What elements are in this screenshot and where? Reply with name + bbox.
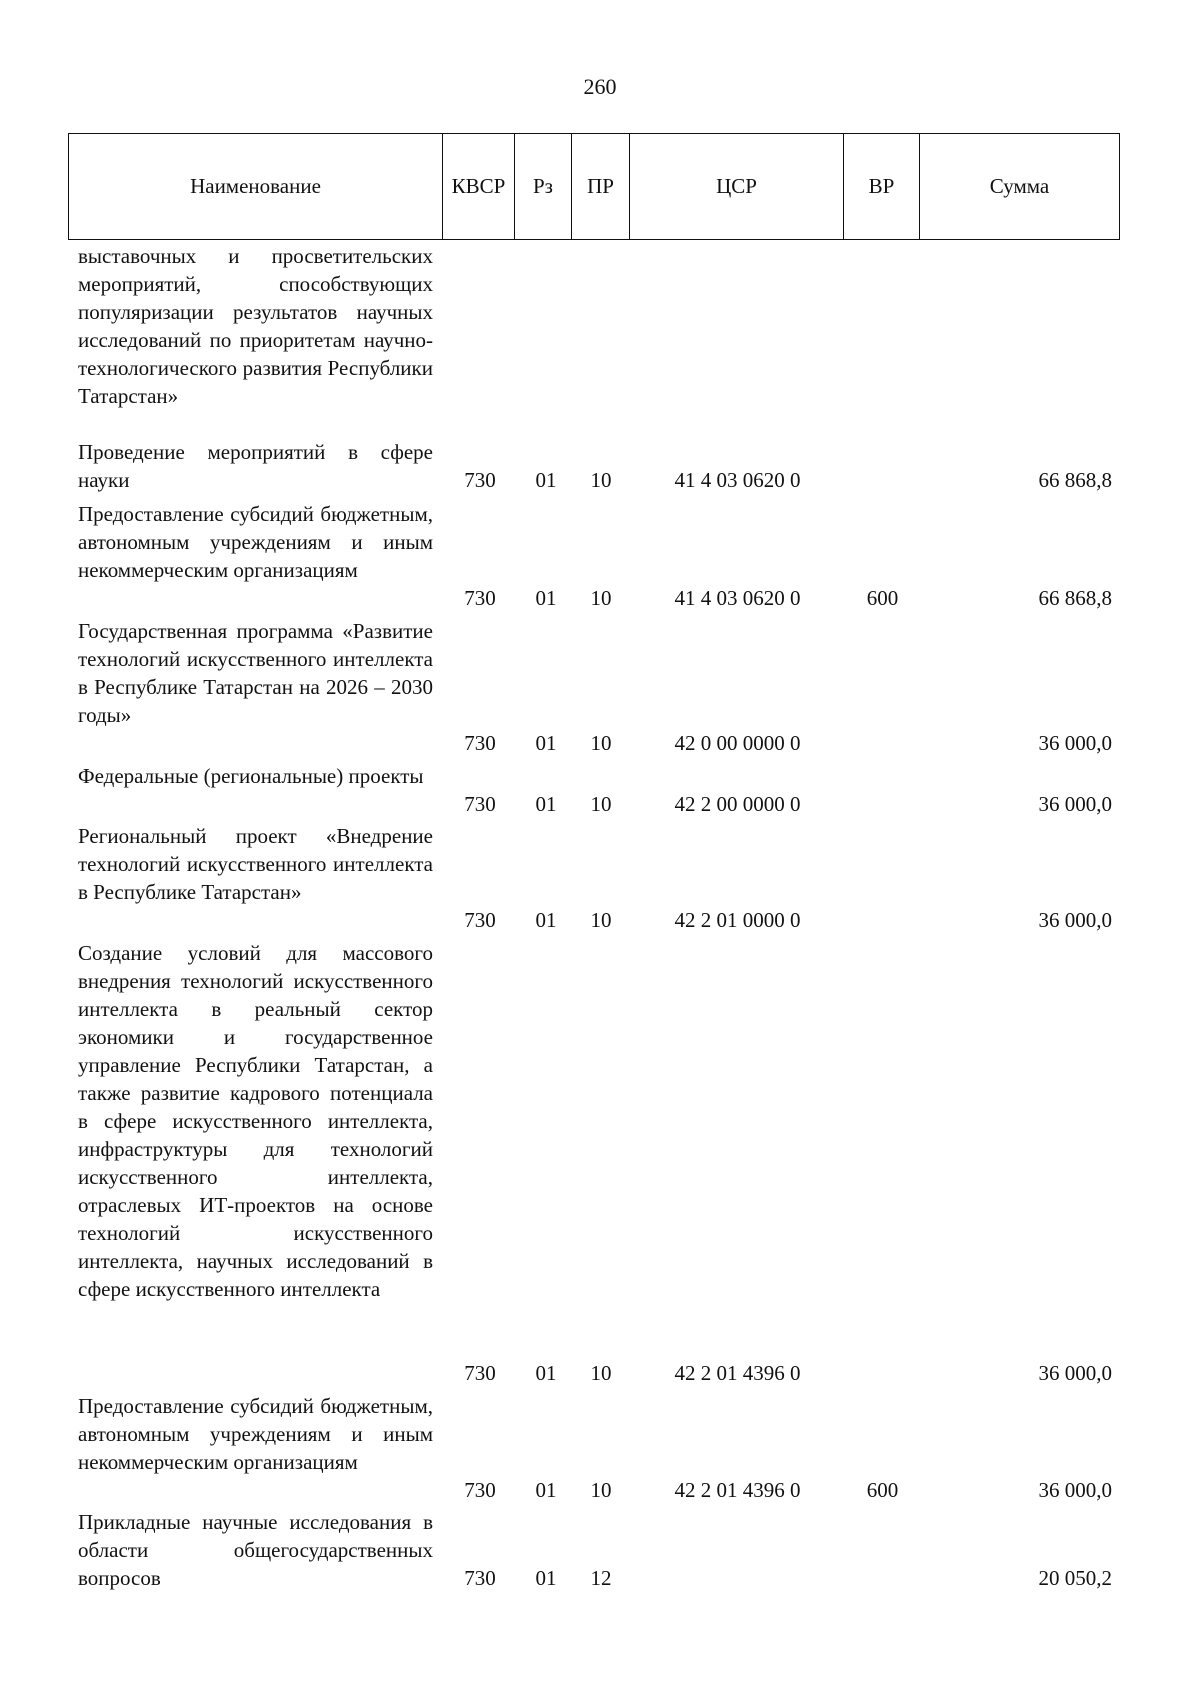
row-pr: 10: [590, 731, 612, 755]
row-sum: 36 000,0: [1038, 1478, 1112, 1502]
row-kvsr: 730: [464, 1566, 496, 1590]
row-rz: 01: [535, 908, 557, 932]
header-kvsr: КВСР: [443, 134, 515, 239]
row-name: Региональный проект «Внедрение технологий искусственного интеллекта в Республике Татарстан»: [78, 824, 433, 904]
row-vr: 600: [866, 1478, 899, 1502]
header-csr: ЦСР: [630, 134, 844, 239]
row-pr: 10: [590, 1478, 612, 1502]
row-kvsr: 730: [464, 468, 496, 492]
table-row: [0, 617, 1200, 757]
table-row: [0, 438, 1200, 494]
row-pr: 12: [590, 1566, 612, 1590]
row-rz: 01: [535, 586, 557, 610]
row-sum: 36 000,0: [1038, 792, 1112, 816]
row-rz: 01: [535, 1566, 557, 1590]
table-row: [0, 762, 1200, 818]
row-rz: 01: [535, 731, 557, 755]
row-name: Предоставление субсидий бюджетным, автономным учреждениям и иным некоммерческим организациям: [78, 1394, 433, 1474]
page-number: 260: [583, 74, 617, 99]
row-sum: 36 000,0: [1038, 1361, 1112, 1385]
row-name: Федеральные (региональные) проекты: [78, 764, 424, 788]
row-kvsr: 730: [464, 586, 496, 610]
row-kvsr: 730: [464, 1478, 496, 1502]
row-pr: 10: [590, 1361, 612, 1385]
row-kvsr: 730: [464, 731, 496, 755]
header-sum: Сумма: [989, 174, 1050, 198]
table-row: [0, 1508, 1200, 1592]
row-sum: 36 000,0: [1038, 908, 1112, 932]
row-sum: 36 000,0: [1038, 731, 1112, 755]
row-name: Предоставление субсидий бюджетным, автономным учреждениям и иным некоммерческим организациям: [78, 502, 433, 582]
row-kvsr: 730: [464, 908, 496, 932]
row-csr: 42 0 00 0000 0: [674, 731, 801, 755]
row-name: Проведение мероприятий в сфере науки: [78, 440, 433, 492]
row-pr: 10: [590, 908, 612, 932]
table-row: [0, 242, 1200, 438]
row-csr: 42 2 01 4396 0: [674, 1361, 801, 1385]
row-name: Прикладные научные исследования в области общегосударственных вопросов: [78, 1510, 433, 1590]
row-kvsr: 730: [464, 1361, 496, 1385]
table-row: [0, 500, 1200, 612]
row-name: Создание условий для массового внедрения технологий искусственного интеллекта в реальный сектор экономики и государственное управление Республики Татарстан, а также развитие кадрового потенциала в сфере искусственного интеллекта, инфраструктуры для технологий искусственного интеллекта, отраслевых ИТ-проектов на основе технологий искусственного интеллекта, научных исследований в сфере искусственного интеллекта: [78, 941, 433, 1301]
header-rz: Рз: [515, 134, 572, 239]
table-row: [0, 1392, 1200, 1504]
row-csr: 42 2 01 4396 0: [674, 1478, 801, 1502]
row-name: Государственная программа «Развитие технологий искусственного интеллекта в Республике Татарстан на 2026 – 2030 годы»: [78, 619, 433, 727]
row-sum: 66 868,8: [1038, 586, 1112, 610]
row-pr: 10: [590, 792, 612, 816]
row-csr: 42 2 01 0000 0: [674, 908, 801, 932]
row-csr: 41 4 03 0620 0: [674, 586, 801, 610]
row-rz: 01: [535, 1478, 557, 1502]
row-name: выставочных и просветительских мероприятий, способствующих популяризации результатов научных исследований по приоритетам научно-технологического развития Республики Татарстан»: [78, 244, 433, 408]
table-row: [0, 939, 1200, 1387]
row-pr: 10: [590, 586, 612, 610]
row-vr: 600: [866, 586, 899, 610]
header-pr: ПР: [572, 134, 630, 239]
row-kvsr: 730: [464, 792, 496, 816]
row-csr: 42 2 00 0000 0: [674, 792, 801, 816]
header-name: Наименование: [69, 134, 443, 239]
header-vr: ВР: [844, 134, 920, 239]
row-csr: 41 4 03 0620 0: [674, 468, 801, 492]
table-row: [0, 822, 1200, 934]
row-sum: 20 050,2: [1038, 1566, 1112, 1590]
row-rz: 01: [535, 468, 557, 492]
row-rz: 01: [535, 792, 557, 816]
row-rz: 01: [535, 1361, 557, 1385]
row-sum: 66 868,8: [1038, 468, 1112, 492]
row-pr: 10: [590, 468, 612, 492]
table-header: [68, 133, 1120, 240]
